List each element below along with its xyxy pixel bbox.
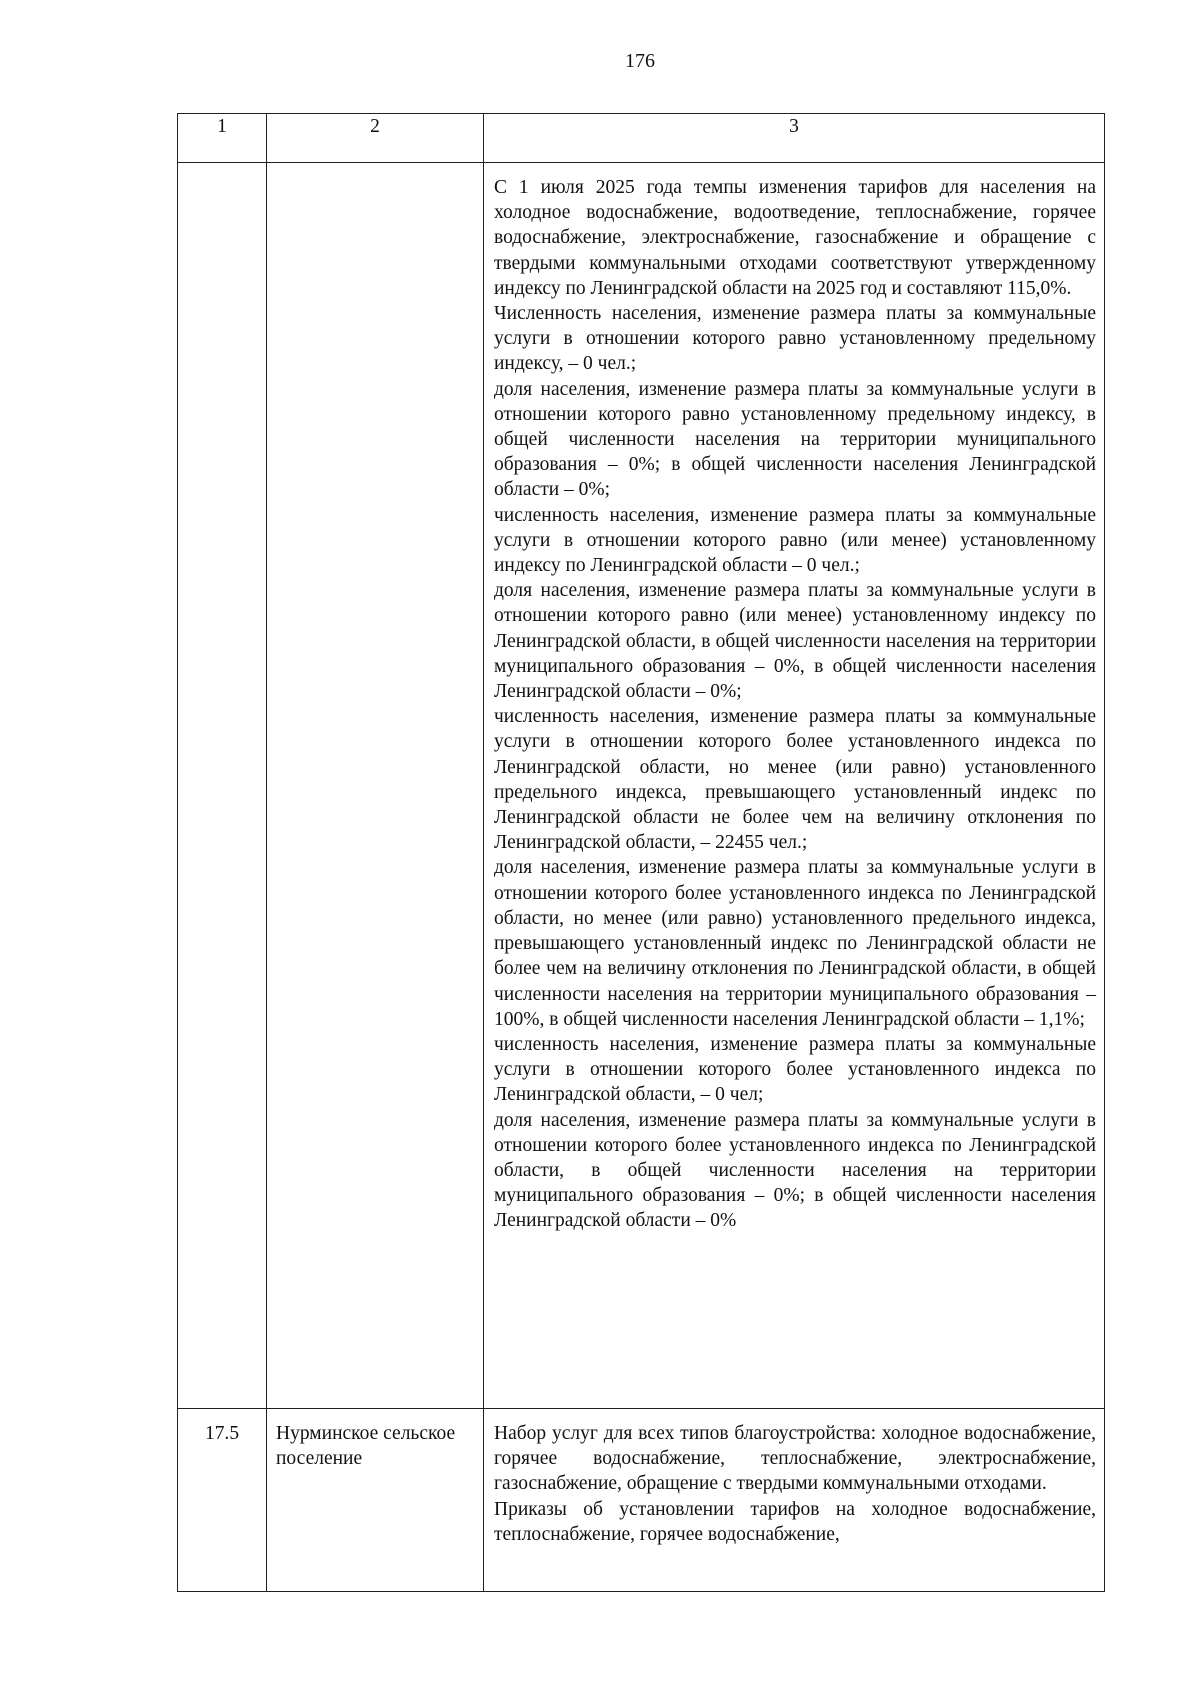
table-row	[178, 1409, 1105, 1592]
row-description	[484, 163, 1105, 1409]
paragraph: доля населения, изменение размера платы за коммунальные услуги в отношении которого равно (или менее) установленному индексу по Ленинградской области, в общей численности населения на территории муниципального образования – 0%, в общей численности населения Ленинградской области – 0%;	[494, 580, 1096, 703]
paragraph: численность населения, изменение размера платы за коммунальные услуги в отношении которого более установленного индекса по Ленинградской области, – 0 чел;	[494, 1033, 1096, 1106]
paragraph: численность населения, изменение размера платы за коммунальные услуги в отношении которого более установленного индекса по Ленинградской области, но менее (или равно) установленного предельного индекса, превышающего установленный индекс по Ленинградской области не более чем на величину отклонения по Ленинградской области, – 22455 чел.;	[494, 706, 1096, 854]
header-col-1: 1	[178, 114, 267, 163]
paragraph: доля населения, изменение размера платы за коммунальные услуги в отношении которого более установленного индекса по Ленинградской области, в общей численности населения на территории муниципального образования – 0%; в общей численности населения Ленинградской области – 0%	[494, 1109, 1096, 1232]
row-description	[484, 1409, 1105, 1592]
row-number: 17.5	[178, 1409, 267, 1592]
paragraph: С 1 июля 2025 года темпы изменения тарифов для населения на холодное водоснабжение, водоотведение, теплоснабжение, горячее водоснабжение, электроснабжение, газоснабжение и обращение с твердыми коммунальными отходами соответствуют утвержденному индексу по Ленинградской области на 2025 год и составляют 115,0%.	[494, 177, 1096, 299]
paragraph: доля населения, изменение размера платы за коммунальные услуги в отношении которого равно установленному предельному индексу, в общей численности населения на территории муниципального образования – 0%; в общей численности населения Ленинградской области – 0%;	[494, 378, 1096, 501]
table-header-row	[178, 114, 1105, 163]
paragraph: численность населения, изменение размера платы за коммунальные услуги в отношении которого равно (или менее) установленному индексу по Ленинградской области – 0 чел.;	[494, 504, 1096, 577]
paragraph: Набор услуг для всех типов благоустройства: холодное водоснабжение, горячее водоснабжение, теплоснабжение, электроснабжение, газоснабжение, обращение с твердыми коммунальными отходами.	[494, 1423, 1096, 1495]
header-col-3: 3	[484, 114, 1105, 163]
tariff-table	[177, 113, 1105, 1592]
row-number	[178, 163, 267, 1409]
settlement-name	[267, 163, 484, 1409]
paragraph: доля населения, изменение размера платы за коммунальные услуги в отношении которого более установленного индекса по Ленинградской области, но менее (или равно) установленного предельного индекса, превышающего установленный индекс по Ленинградской области не более чем на величину отклонения по Ленинградской области, в общей численности населения на территории муниципального образования – 100%, в общей численности населения Ленинградской области – 1,1%;	[494, 857, 1096, 1030]
paragraph: Приказы об установлении тарифов на холодное водоснабжение, теплоснабжение, горячее водоснабжение,	[494, 1498, 1096, 1545]
header-col-2: 2	[267, 114, 484, 163]
table-row	[178, 163, 1105, 1409]
settlement-name: Нурминское сельское поселение	[267, 1409, 484, 1592]
paragraph: Численность населения, изменение размера платы за коммунальные услуги в отношении которого равно установленному предельному индексу, – 0 чел.;	[494, 303, 1096, 375]
page-number: 176	[625, 50, 655, 72]
